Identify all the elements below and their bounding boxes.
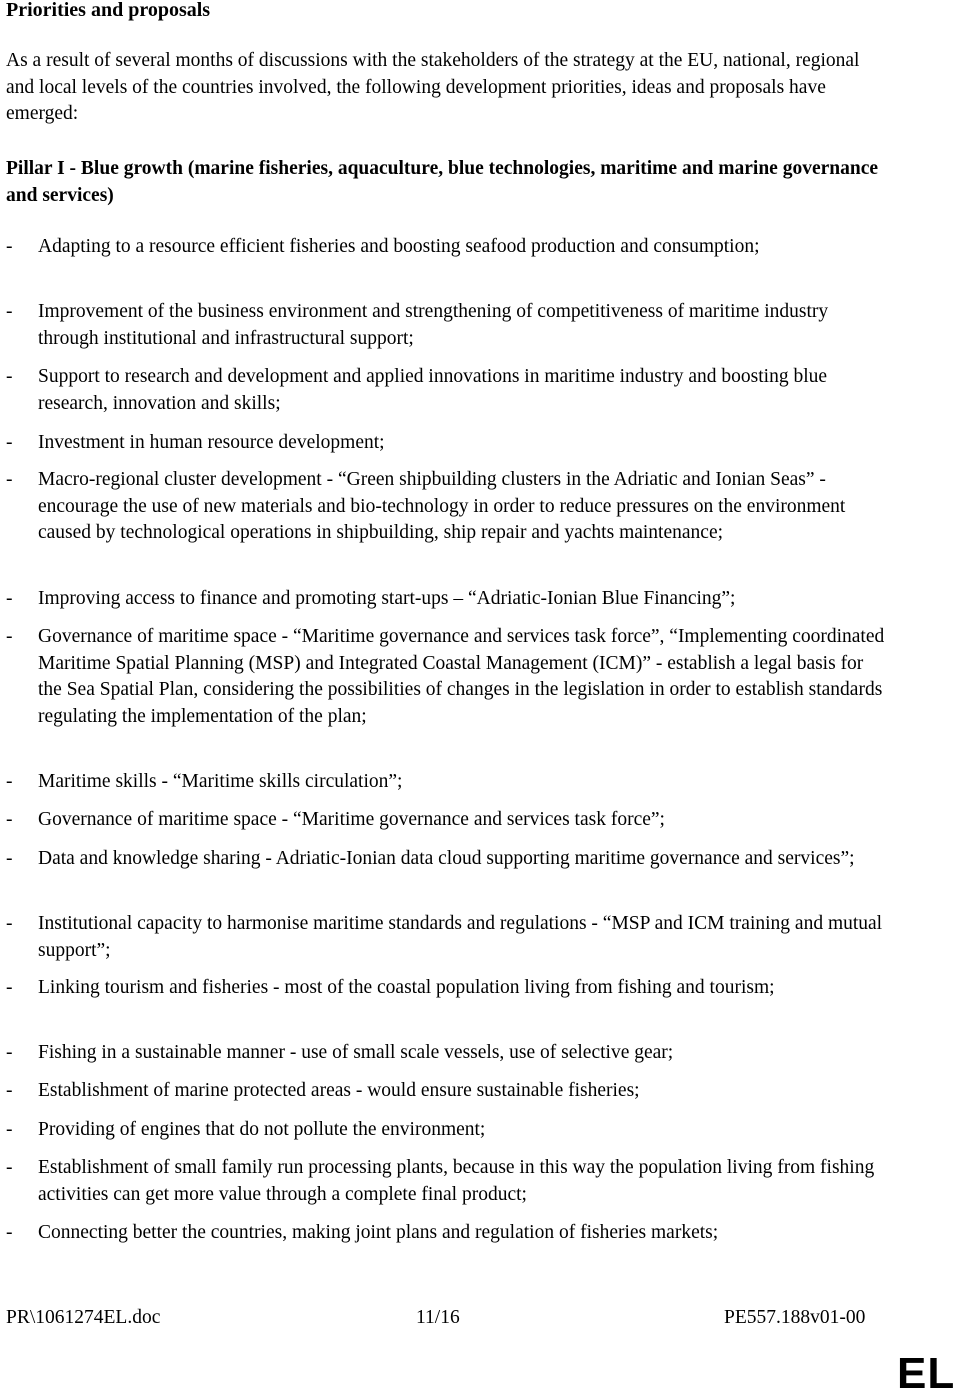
bullet-dash: - [6, 1222, 13, 1243]
bullet-dash: - [6, 848, 13, 869]
list-item-text: Adapting to a resource efficient fisheries and boosting seafood production and consumption; [38, 236, 760, 257]
list-item [6, 586, 886, 613]
list-item-text: Investment in human resource development; [38, 432, 385, 453]
bullet-dash: - [6, 588, 13, 609]
list-item [6, 467, 886, 547]
list-item [6, 911, 886, 964]
list-item [6, 1117, 886, 1144]
list-item-text: Governance of maritime space - “Maritime governance and services task force”; [38, 809, 665, 830]
bullet-dash: - [6, 301, 13, 322]
list-item [6, 299, 886, 352]
bullet-dash: - [6, 1119, 13, 1140]
bullet-dash: - [6, 1157, 13, 1178]
footer-page-number: 11/16 [416, 1307, 460, 1328]
list-item [6, 1078, 886, 1105]
list-item [6, 846, 886, 873]
bullet-dash: - [6, 1042, 13, 1063]
list-item-text: Maritime skills - “Maritime skills circulation”; [38, 771, 403, 792]
list-item-text: Fishing in a sustainable manner - use of small scale vessels, use of selective gear; [38, 1042, 674, 1063]
list-item-text: Institutional capacity to harmonise maritime standards and regulations - “MSP and ICM training and mutual support”; [38, 913, 883, 961]
page-title: Priorities and proposals [6, 0, 211, 21]
bullet-dash: - [6, 432, 13, 453]
list-item [6, 1155, 886, 1208]
pillar-heading: Pillar I - Blue growth (marine fisheries, aquaculture, blue technologies, maritime and marine governance and services) [6, 158, 879, 206]
list-item [6, 807, 886, 834]
list-item [6, 975, 886, 1002]
bullet-dash: - [6, 809, 13, 830]
bullet-dash: - [6, 1080, 13, 1101]
list-item [6, 430, 886, 457]
list-item-text: Support to research and development and applied innovations in maritime industry and boosting blue research, innovation and skills; [38, 366, 828, 414]
list-item [6, 234, 886, 261]
list-item-text: Governance of maritime space - “Maritime governance and services task force”, “Implementing coordinated Maritime Spatial Planning (MSP) and Integrated Coastal Management (ICM)” - establish a legal basis for the Sea Spatial Plan, considering the possibilities of changes in the legislation in order to establish standards regulating the implementation of the plan; [38, 626, 885, 727]
bullet-dash: - [6, 236, 13, 257]
list-item [6, 364, 886, 417]
list-item [6, 624, 886, 730]
list-item-text: Improvement of the business environment and strengthening of competitiveness of maritime industry through institutional and infrastructural support; [38, 301, 829, 349]
bullet-dash: - [6, 771, 13, 792]
list-item-text: Providing of engines that do not pollute the environment; [38, 1119, 486, 1140]
intro-paragraph: As a result of several months of discussions with the stakeholders of the strategy at the EU, national, regional and local levels of the countries involved, the following development priorities, ideas and proposals have emerged: [6, 50, 860, 125]
list-item-text: Establishment of marine protected areas - would ensure sustainable fisheries; [38, 1080, 640, 1101]
list-item [6, 1220, 886, 1247]
list-item [6, 769, 886, 796]
list-item-text: Linking tourism and fisheries - most of the coastal population living from fishing and tourism; [38, 977, 775, 998]
list-item-text: Establishment of small family run processing plants, because in this way the population living from fishing activities can get more value through a complete final product; [38, 1157, 875, 1205]
list-item-text: Data and knowledge sharing - Adriatic-Ionian data cloud supporting maritime governance and services”; [38, 848, 855, 869]
list-item-text: Macro-regional cluster development - “Green shipbuilding clusters in the Adriatic and Ionian Seas” - encourage the use of new materials and bio-technology in order to reduce pressures on the environment caused by technological operations in shipbuilding, ship repair and yachts maintenance; [38, 469, 846, 544]
list-item [6, 1040, 886, 1067]
bullet-dash: - [6, 469, 13, 490]
page-footer [0, 1304, 960, 1332]
bullet-dash: - [6, 366, 13, 387]
bullet-dash: - [6, 913, 13, 934]
list-item-text: Connecting better the countries, making joint plans and regulation of fisheries markets; [38, 1222, 719, 1243]
footer-doc-reference: PR\1061274EL.doc [6, 1307, 161, 1328]
language-code: EL [897, 1349, 956, 1398]
bullet-dash: - [6, 977, 13, 998]
footer-pe-reference: PE557.188v01-00 [724, 1307, 866, 1328]
bullet-dash: - [6, 626, 13, 647]
list-item-text: Improving access to finance and promoting start-ups – “Adriatic-Ionian Blue Financing”; [38, 588, 736, 609]
